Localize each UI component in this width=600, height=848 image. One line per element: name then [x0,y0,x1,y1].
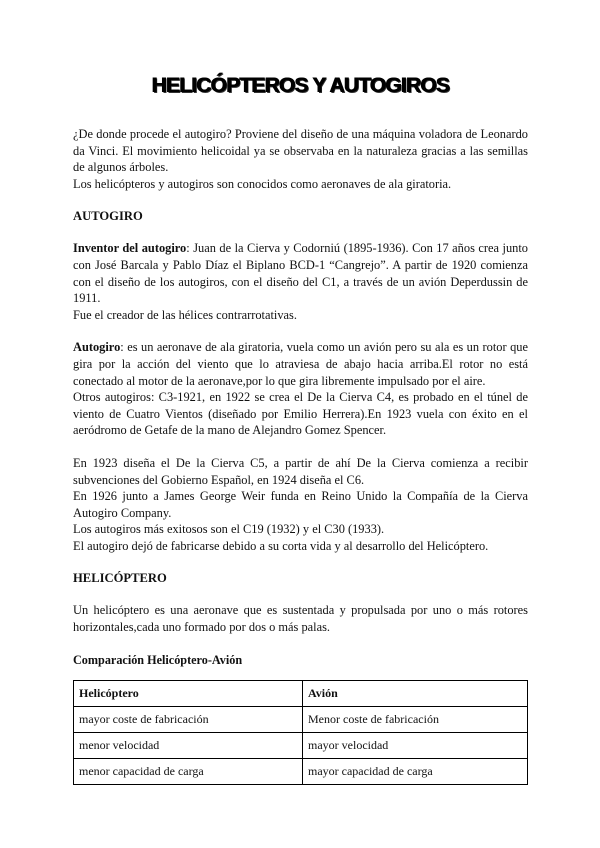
autogiro-label: Autogiro [73,340,121,355]
inventor-label: Inventor del autogiro [73,241,187,256]
inventor-text: : Juan de la Cierva y Codorniú (1895-1936). Con 17 años crea junto con José Barcala y Pablo Díaz el Biplano BCD-1 “Cangrejo”. A partir de 1920 comienza con el diseño de los autogiros, con el diseño del C1, a través de un avión Deperdussin de 1911. [73,241,528,306]
table-cell: menor capacidad de carga [74,758,303,784]
paragraph-1926: En 1926 junto a James George Weir funda en Reino Unido la Compañía de la Cierva Autogiro Company. [73,489,528,520]
table-row [74,758,528,784]
intro-paragraph: ¿De donde procede el autogiro? Proviene del diseño de una máquina voladora de Leonardo da Vinci. El movimiento helicoidal ya se observaba en la naturaleza gracias a las semillas de algunos árboles. [73,127,528,175]
helicoptero-definition: Un helicóptero es una aeronave que es sustentada y propulsada por uno o más rotores horizontales,cada uno formado por dos o más palas. [73,603,528,635]
most-successful-paragraph: Los autogiros más exitosos son el C19 (1932) y el C30 (1933). [73,522,385,537]
table-header-cell: Avión [303,680,528,706]
comparison-heading: Comparación Helicóptero-Avión [73,652,243,667]
table-cell: Menor coste de fabricación [303,706,528,732]
document-body [73,126,528,785]
comparison-table [73,680,528,785]
autogiro-definition [73,339,528,389]
discontinued-paragraph: El autogiro dejó de fabricarse debido a su corta vida y al desarrollo del Helicóptero. [73,538,489,553]
table-cell: mayor coste de fabricación [74,706,303,732]
table-header-cell: Helicóptero [74,680,303,706]
table-cell: menor velocidad [74,732,303,758]
paragraph-1923: En 1923 diseña el De la Cierva C5, a partir de ahí De la Cierva comienza a recibir subvenciones del Gobierno Español, en 1924 diseña el C6. [73,455,528,487]
table-header-row [74,680,528,706]
table-cell: mayor velocidad [303,732,528,758]
intro-paragraph-2: Los helicópteros y autogiros son conocidos como aeronaves de ala giratoria. [73,176,452,191]
autogiro-definition-text: : es un aeronave de ala giratoria, vuela como un avión pero su ala es un rotor que gira por la acción del viento que lo atraviesa de abajo hacia arriba.El rotor no está conectado al motor de la aeronave,por lo que gira libremente impulsado por el aire. [73,340,528,388]
page-title: HELICÓPTEROS Y AUTOGIROS [151,74,449,97]
inventor-paragraph [73,240,528,306]
table-row [74,706,528,732]
other-autogiros-paragraph: Otros autogiros: C3-1921, en 1922 se crea el De la Cierva C4, es probado en el túnel de viento de Cuatro Vientos (diseñado por Emilio Herrera).En 1923 vuela con éxito en el aeródromo de Getafe de la mano de Alejandro Gomez Spencer. [73,390,528,438]
section-heading-helicoptero: HELICÓPTERO [73,571,167,586]
table-cell: mayor capacidad de carga [303,758,528,784]
section-heading-autogiro: AUTOGIRO [73,209,143,224]
table-row [74,732,528,758]
inventor-paragraph-2: Fue el creador de las hélices contrarrotativas. [73,307,297,322]
